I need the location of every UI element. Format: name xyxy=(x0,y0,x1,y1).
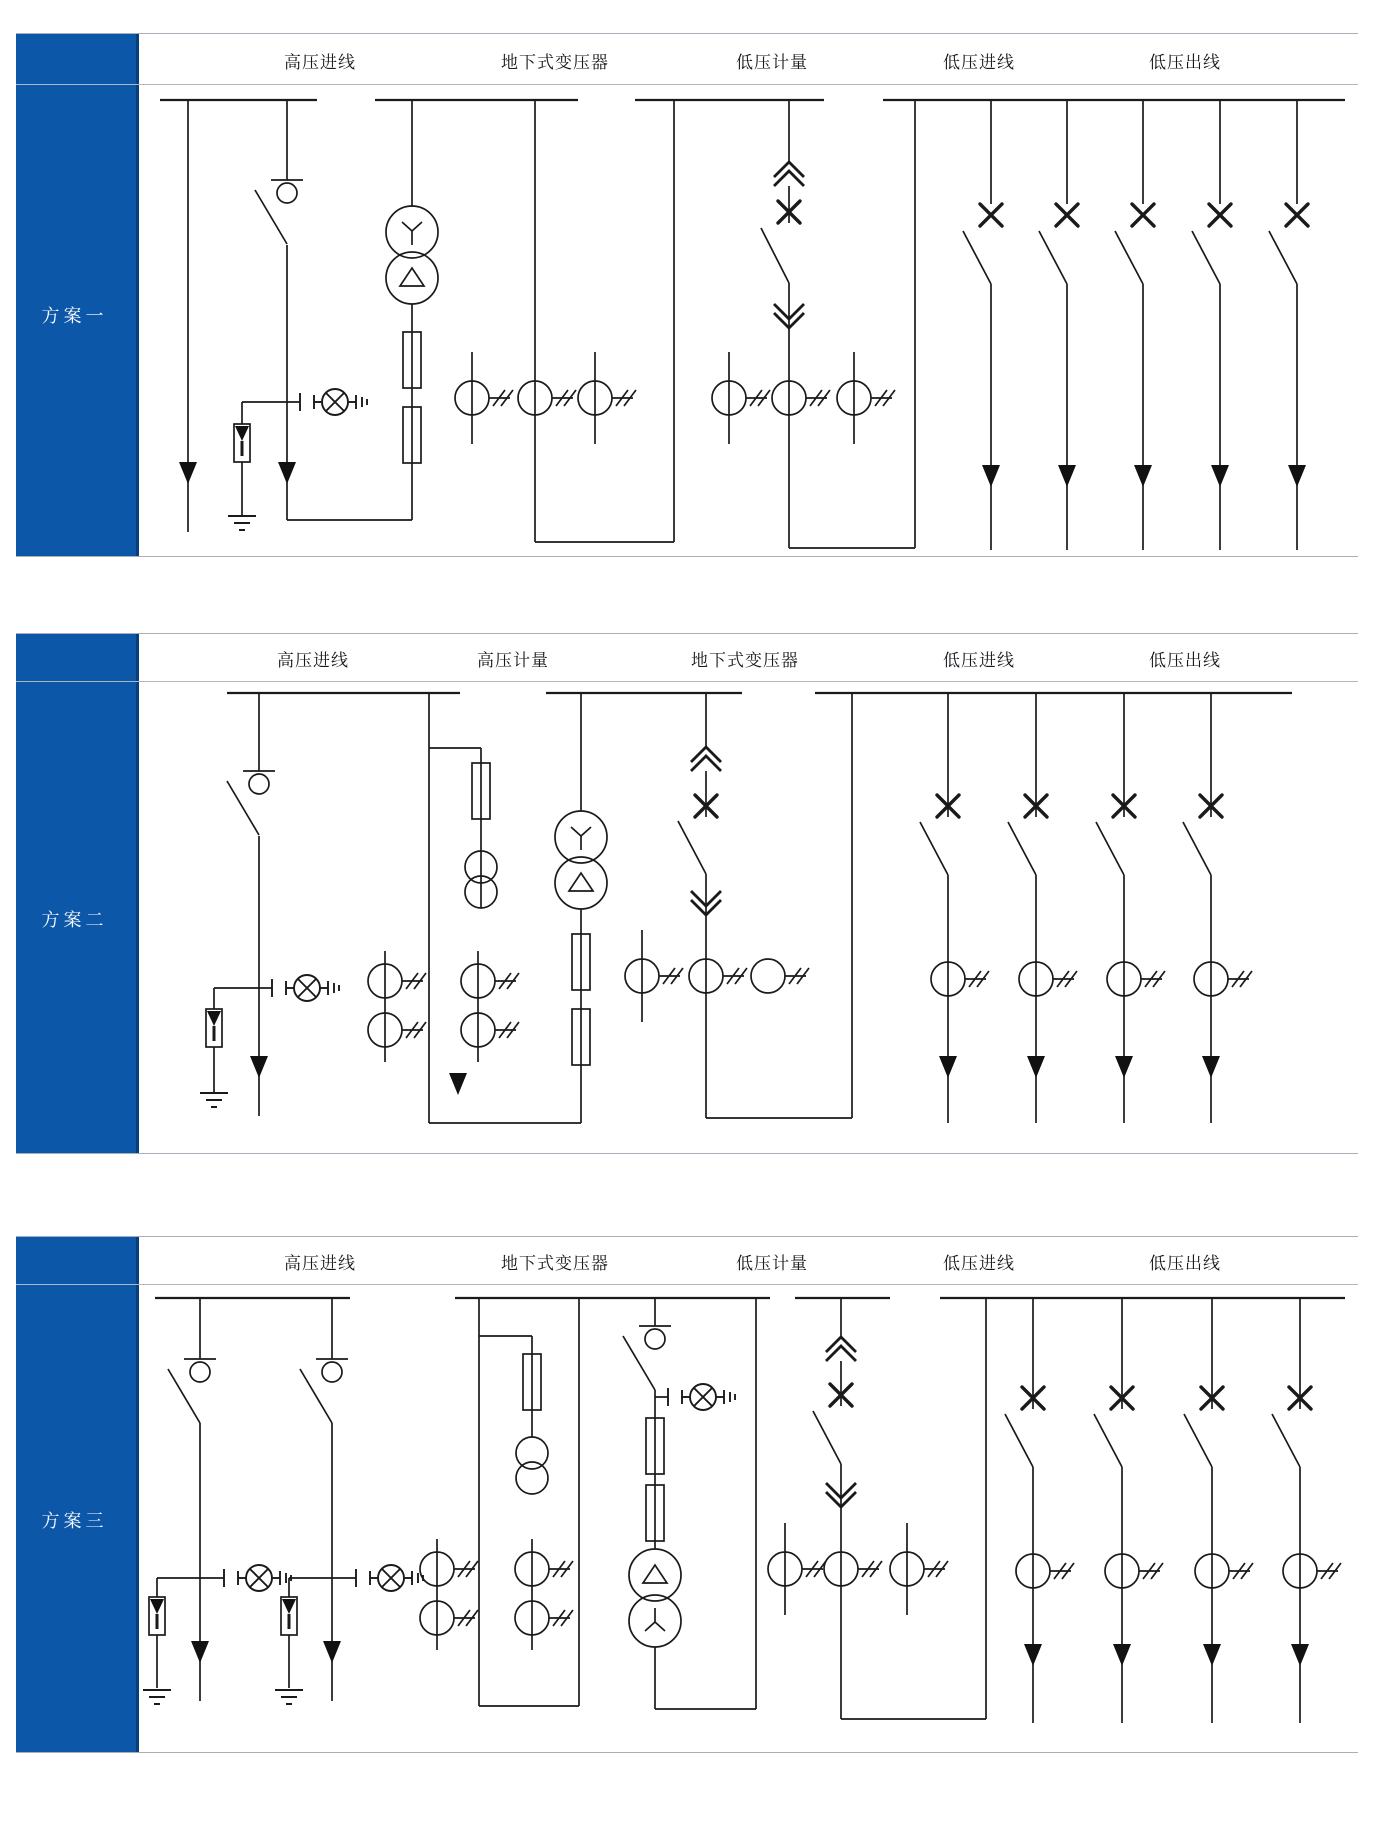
scheme-label: 方案二 xyxy=(41,910,108,930)
feeder-arrow-icon xyxy=(191,1641,209,1663)
current-transformer-icon xyxy=(625,930,683,1022)
metering-wire xyxy=(479,1298,579,1706)
disconnect-switch-icon xyxy=(623,1326,671,1390)
current-transformer-icon xyxy=(578,352,636,444)
current-transformer-icon xyxy=(824,1552,882,1586)
current-transformer-icon xyxy=(890,1523,948,1615)
earth-icon xyxy=(200,1093,228,1107)
hv-feeder xyxy=(275,1298,423,1704)
voltage-transformer-icon xyxy=(516,1437,548,1494)
voltage-indicator-icon xyxy=(224,1565,291,1591)
current-transformer-icon xyxy=(689,959,747,993)
scheme-3-diagram xyxy=(136,1284,1358,1752)
scheme-2-sidebar xyxy=(16,634,139,1153)
scheme-panel-3 xyxy=(16,1236,1358,1753)
earth-icon xyxy=(275,1690,303,1704)
metering-wire xyxy=(429,693,581,1123)
column-header: 低压出线 xyxy=(1149,651,1221,670)
power-transformer-icon xyxy=(386,206,438,304)
plug-connector-icon xyxy=(774,162,804,186)
column-header: 低压出线 xyxy=(1149,53,1221,72)
feeder-arrow-icon xyxy=(179,462,197,484)
lv-feeders xyxy=(920,693,1252,1123)
surge-arrester-icon xyxy=(149,1597,165,1635)
scheme-label: 方案一 xyxy=(41,306,108,326)
current-transformer-icon xyxy=(461,951,519,1062)
column-header: 高压进线 xyxy=(284,53,356,72)
cable-loop xyxy=(535,100,674,542)
plug-connector-icon xyxy=(691,747,721,771)
scheme-1-diagram xyxy=(136,84,1358,555)
current-transformer-icon xyxy=(420,1539,478,1650)
feeder-arrow-icon xyxy=(250,1056,268,1078)
scheme-2-diagram xyxy=(136,681,1358,1153)
hv-feeder-wire xyxy=(287,100,412,520)
header-divider xyxy=(16,1284,1358,1285)
earth-icon xyxy=(143,1690,171,1704)
column-header: 低压进线 xyxy=(943,1254,1015,1273)
current-transformer-icon xyxy=(515,1539,573,1650)
disconnect-switch-icon xyxy=(255,180,303,244)
lv-metering-wire xyxy=(813,1298,986,1719)
earth-icon xyxy=(228,516,256,530)
power-transformer-icon xyxy=(629,1549,681,1647)
column-header: 地下式变压器 xyxy=(501,53,609,72)
plug-connector-icon xyxy=(826,1337,856,1361)
current-transformer-icon xyxy=(368,951,426,1062)
scheme-3-sidebar xyxy=(16,1237,139,1752)
current-transformer-icon xyxy=(772,381,830,415)
disconnect-switch-icon xyxy=(227,771,275,835)
feeder-arrow-icon xyxy=(278,462,296,484)
column-header: 高压进线 xyxy=(284,1254,356,1273)
scheme-panel-2 xyxy=(16,633,1358,1154)
column-header: 地下式变压器 xyxy=(501,1254,609,1273)
voltage-indicator-icon xyxy=(300,389,367,415)
current-transformer-icon xyxy=(712,352,770,444)
header-divider xyxy=(16,681,1358,682)
scheme-label: 方案三 xyxy=(41,1511,108,1531)
surge-arrester-icon xyxy=(281,1597,297,1635)
surge-arrester-icon xyxy=(234,424,250,462)
column-header: 低压进线 xyxy=(943,53,1015,72)
column-header: 低压计量 xyxy=(736,53,808,72)
surge-arrester-icon xyxy=(206,1009,222,1047)
disconnect-switch-icon xyxy=(168,1359,216,1423)
voltage-indicator-icon xyxy=(272,975,339,1001)
column-header: 低压计量 xyxy=(736,1254,808,1273)
lv-feeders xyxy=(963,100,1308,550)
header-divider xyxy=(16,84,1358,85)
scheme-1-sidebar xyxy=(16,34,139,556)
column-header: 地下式变压器 xyxy=(691,651,799,670)
column-header: 低压进线 xyxy=(943,651,1015,670)
column-header: 高压进线 xyxy=(277,651,349,670)
current-transformer-icon xyxy=(518,381,576,415)
lv-feeders xyxy=(1005,1298,1341,1723)
column-header: 高压计量 xyxy=(477,651,549,670)
scheme-panel-1 xyxy=(16,33,1358,557)
current-transformer-icon xyxy=(751,959,809,993)
voltage-indicator-icon xyxy=(356,1565,423,1591)
current-transformer-icon xyxy=(837,352,895,444)
voltage-indicator-icon xyxy=(668,1384,735,1410)
current-transformer-icon xyxy=(455,352,513,444)
current-transformer-icon xyxy=(768,1523,826,1615)
column-header: 低压出线 xyxy=(1149,1254,1221,1273)
power-transformer-icon xyxy=(555,811,607,909)
disconnect-switch-icon xyxy=(300,1359,348,1423)
feeder-arrow-icon xyxy=(449,1073,467,1095)
feeder-arrow-icon xyxy=(323,1641,341,1663)
transformer-wire xyxy=(655,1298,756,1709)
hv-feeder xyxy=(143,1298,291,1704)
